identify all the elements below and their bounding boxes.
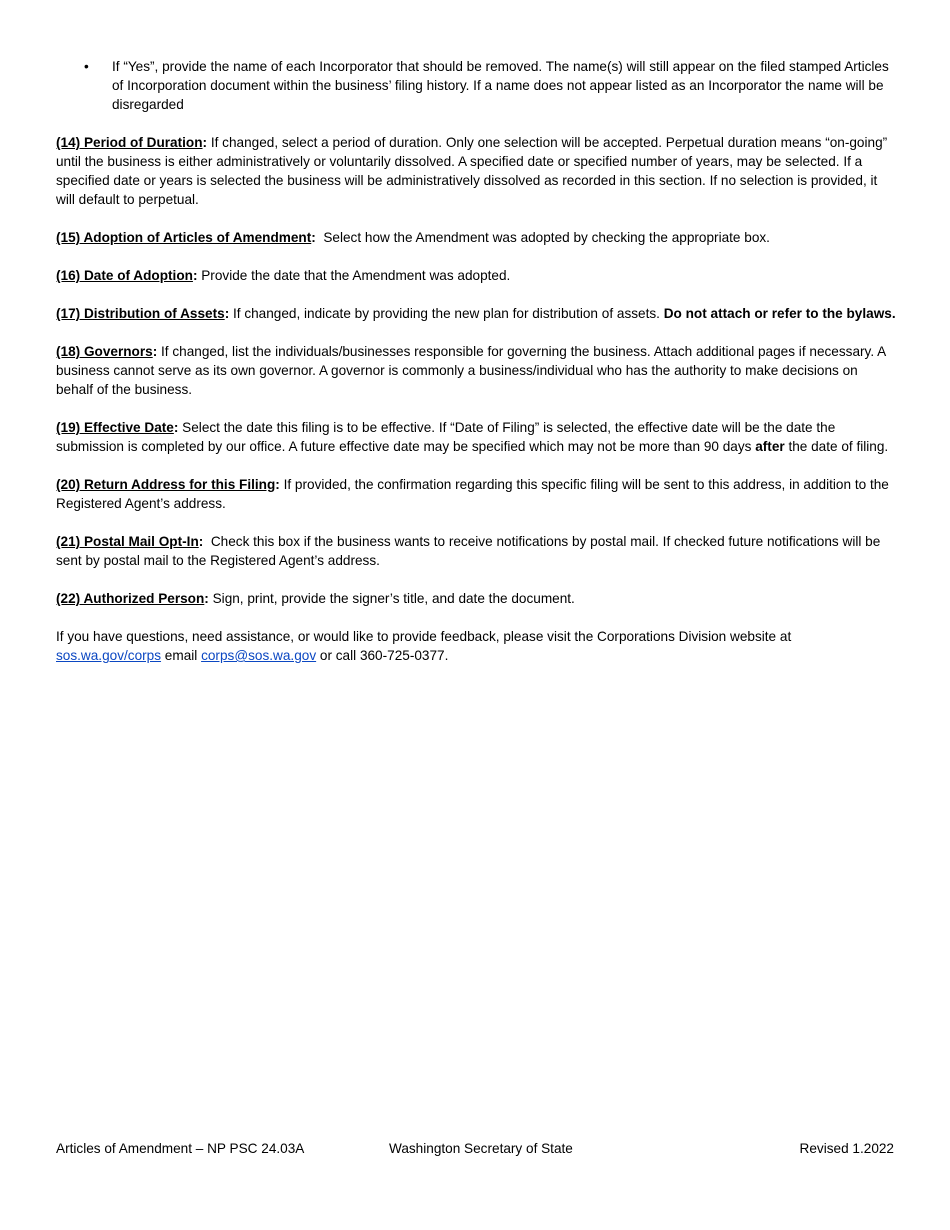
section-heading: (16) Date of Adoption bbox=[56, 268, 193, 283]
phone-text: or call 360-725-0377. bbox=[316, 648, 449, 663]
contact-intro: If you have questions, need assistance, or would like to provide feedback, please visit the Corporations Division website at bbox=[56, 629, 792, 644]
section-heading: (17) Distribution of Assets bbox=[56, 306, 225, 321]
contact-paragraph bbox=[56, 627, 896, 665]
bylaws-warning: Do not attach or refer to the bylaws. bbox=[663, 306, 896, 321]
footer-revision: Revised 1.2022 bbox=[799, 1141, 894, 1156]
emphasis-after: after bbox=[755, 439, 785, 454]
section-postal-mail-opt-in: (21) Postal Mail Opt-In: Check this box if the business wants to receive notifications by postal mail. If checked future notifications will be sent by postal mail to the Registered Agent’s address. bbox=[56, 534, 885, 568]
section-text: Provide the date that the Amendment was adopted. bbox=[197, 268, 511, 283]
section-heading: (15) Adoption of Articles of Amendment bbox=[56, 230, 312, 245]
section-governors: (18) Governors: If changed, list the individuals/businesses responsible for governing the business. Attach additional pages if necessary. A business cannot serve as its own governor. A governor is commonly a business/individual who has the authority to make decisions on behalf of the business. bbox=[56, 344, 886, 397]
section-text: Sign, print, provide the signer’s title, and date the document. bbox=[208, 591, 575, 606]
section-text-tail: the date of filing. bbox=[784, 439, 889, 454]
email-label: email bbox=[161, 648, 202, 663]
website-link[interactable]: sos.wa.gov/corps bbox=[56, 648, 162, 663]
section-text: If provided, the confirmation regarding this specific filing will be sent to this address, in addition to the Registered Agent’s address. bbox=[56, 477, 889, 511]
section-text: Select how the Amendment was adopted by checking the appropriate box. bbox=[315, 230, 770, 245]
section-heading: (20) Return Address for this Filing bbox=[56, 477, 276, 492]
section-text: If changed, list the individuals/businesses responsible for governing the business. Attach additional pages if necessary. A business cannot serve as its own governor. A governor is commonly a business/individual who has the authority to make decisions on behalf of the business. bbox=[56, 344, 886, 397]
section-authorized-person: (22) Authorized Person: Sign, print, provide the signer’s title, and date the document. bbox=[56, 591, 575, 606]
section-heading: (18) Governors bbox=[56, 344, 153, 359]
section-text: If changed, indicate by providing the new plan for distribution of assets. bbox=[229, 306, 664, 321]
section-heading: (19) Effective Date bbox=[56, 420, 174, 435]
section-date-of-adoption: (16) Date of Adoption: Provide the date that the Amendment was adopted. bbox=[56, 268, 511, 283]
section-effective-date: (19) Effective Date: Select the date this filing is to be effective. If “Date of Filing” is selected, the effective date will be the date the submission is completed by our office. A future effective date may be specified which may not be more than 90 days after the date of filing. bbox=[56, 420, 889, 454]
section-distribution-of-assets: (17) Distribution of Assets: If changed, indicate by providing the new plan for distribution of assets. Do not attach or refer to the bylaws. bbox=[56, 306, 896, 321]
bullet-icon: • bbox=[84, 59, 89, 74]
section-text: If changed, select a period of duration. Only one selection will be accepted. Perpetual duration means “on-going” until the business is either administratively or voluntarily dissolved. A specified date or specified number of years, may be selected. If a specified date or years is selected the business will be administratively dissolved as recorded in this section. If no selection is provided, it will default to perpetual. bbox=[56, 135, 888, 207]
page-footer bbox=[56, 1139, 894, 1158]
section-heading: (22) Authorized Person bbox=[56, 591, 205, 606]
footer-form-name: Articles of Amendment – NP PSC 24.03A bbox=[56, 1141, 305, 1156]
bullet-text: If “Yes”, provide the name of each Incorporator that should be removed. The name(s) will still appear on the filed stamped Articles of Incorporation document within the business’ filing history. If a name does not appear listed as an Incorporator the name will be disregarded bbox=[112, 59, 889, 112]
incorporator-removal-bullet bbox=[56, 57, 896, 114]
section-period-of-duration: (14) Period of Duration: If changed, select a period of duration. Only one selection will be accepted. Perpetual duration means “on-going” until the business is either administratively or voluntarily dissolved. A specified date or specified number of years, may be selected. If a specified date or years is selected the business will be administratively dissolved as recorded in this section. If no selection is provided, it will default to perpetual. bbox=[56, 135, 888, 207]
section-text: Check this box if the business wants to receive notifications by postal mail. If checked future notifications will be sent by postal mail to the Registered Agent’s address. bbox=[56, 534, 885, 568]
section-text: Select the date this filing is to be effective. If “Date of Filing” is selected, the effective date will be the date the submission is completed by our office. A future effective date may be specified which may not be more than 90 days bbox=[56, 420, 836, 454]
section-heading: (14) Period of Duration bbox=[56, 135, 203, 150]
email-link[interactable]: corps@sos.wa.gov bbox=[201, 648, 317, 663]
section-return-address: (20) Return Address for this Filing: If provided, the confirmation regarding this specific filing will be sent to this address, in addition to the Registered Agent’s address. bbox=[56, 477, 889, 511]
document-body bbox=[56, 57, 896, 684]
footer-agency: Washington Secretary of State bbox=[389, 1141, 573, 1156]
section-heading: (21) Postal Mail Opt-In bbox=[56, 534, 199, 549]
section-adoption-of-articles: (15) Adoption of Articles of Amendment: Select how the Amendment was adopted by checking the appropriate box. bbox=[56, 230, 770, 245]
